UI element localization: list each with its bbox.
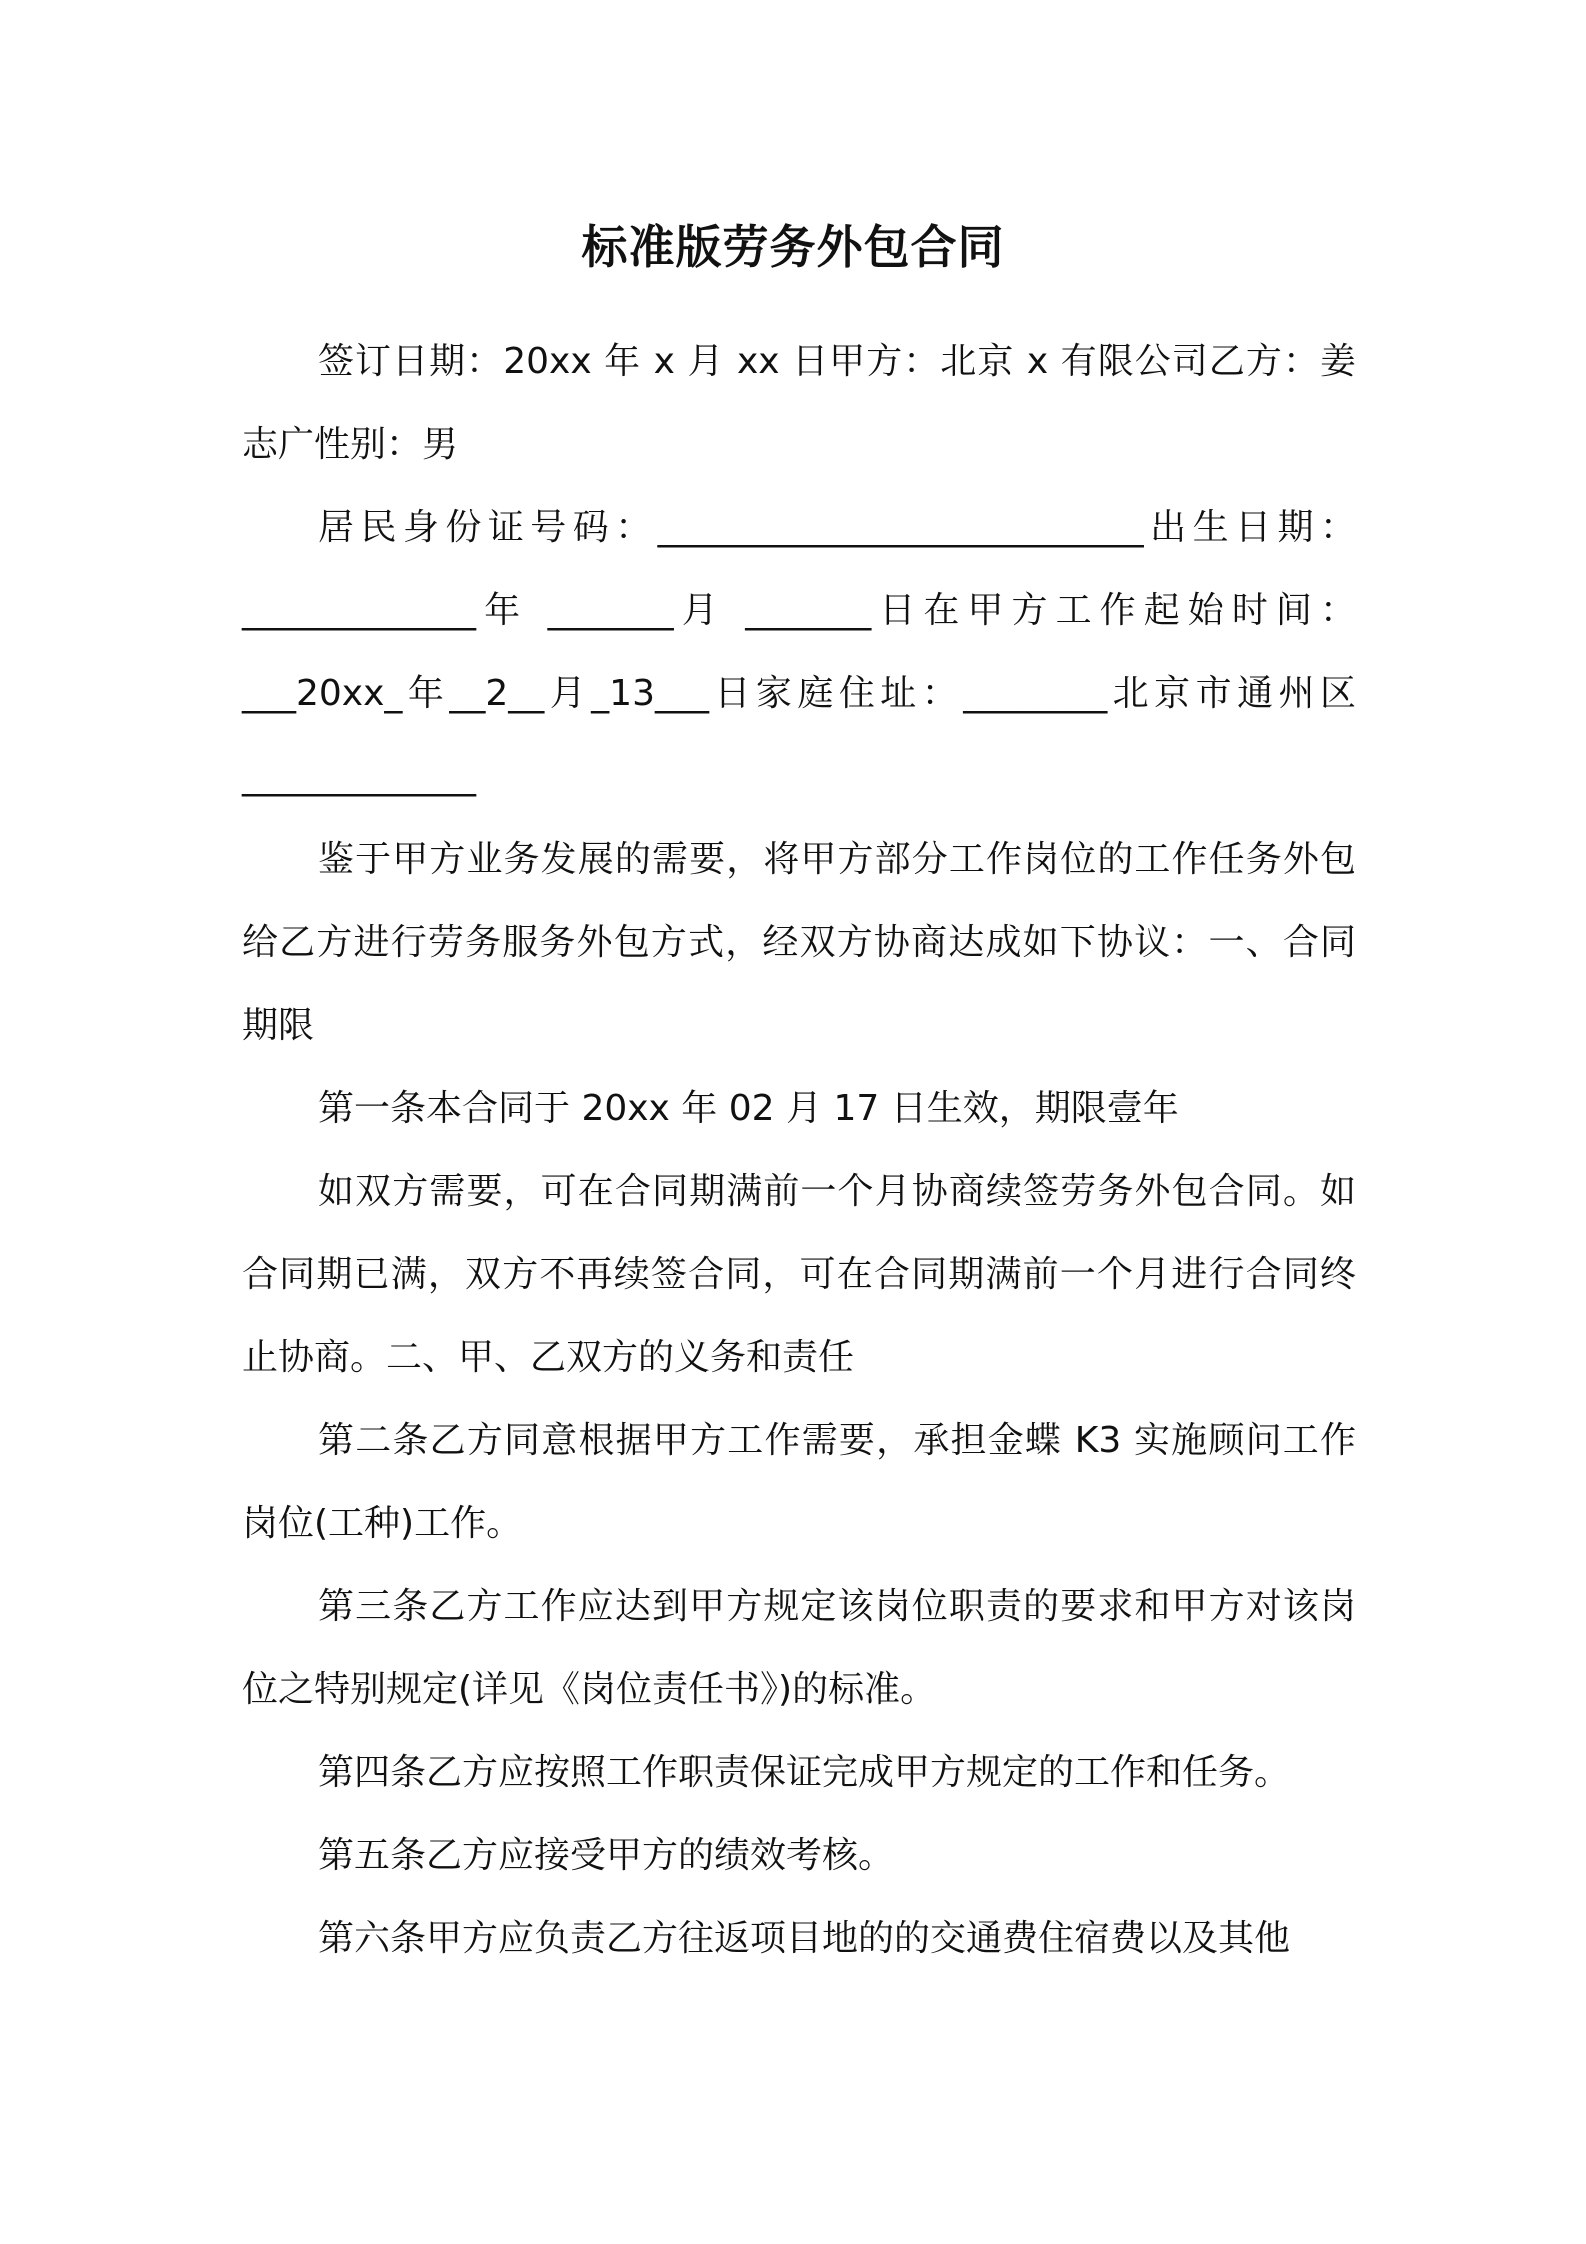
paragraph-signing-info: 签订日期：20xx 年 x 月 xx 日甲方：北京 x 有限公司乙方：姜志广性别：男 bbox=[242, 341, 1356, 465]
paragraph-birth-date: _____________年 _______月 _______日在甲方工作起始时间： bbox=[242, 590, 1356, 631]
paragraph-preamble: 鉴于甲方业务发展的需要，将甲方部分工作岗位的工作任务外包给乙方进行劳务服务外包方式，经双方协商达成如下协议：一、合同期限 bbox=[242, 839, 1356, 1046]
paragraph-start-date-address: ___20xx_年__2__月_13___日家庭住址：________北京市通州区 bbox=[242, 673, 1356, 714]
paragraph-article-5: 第五条乙方应接受甲方的绩效考核。 bbox=[318, 1835, 895, 1876]
paragraph-address-blank: _____________ bbox=[242, 756, 476, 797]
document-body bbox=[242, 320, 1356, 1980]
document-title: 标准版劳务外包合同 bbox=[581, 220, 1005, 274]
paragraph-renewal: 如双方需要，可在合同期满前一个月协商续签劳务外包合同。如合同期已满，双方不再续签合同，可在合同期满前一个月进行合同终止协商。二、甲、乙双方的义务和责任 bbox=[242, 1171, 1356, 1378]
paragraph-article-1: 第一条本合同于 20xx 年 02 月 17 日生效，期限壹年 bbox=[318, 1088, 1179, 1129]
paragraph-article-6: 第六条甲方应负责乙方往返项目地的的交通费住宿费以及其他 bbox=[318, 1918, 1291, 1959]
paragraph-article-2: 第二条乙方同意根据甲方工作需要，承担金蝶 K3 实施顾问工作岗位(工种)工作。 bbox=[242, 1420, 1356, 1544]
paragraph-article-4: 第四条乙方应按照工作职责保证完成甲方规定的工作和任务。 bbox=[318, 1752, 1291, 1793]
paragraph-id-number: 居民身份证号码：___________________________出生日期： bbox=[318, 507, 1356, 548]
paragraph-article-3: 第三条乙方工作应达到甲方规定该岗位职责的要求和甲方对该岗位之特别规定(详见《岗位责任书》)的标准。 bbox=[242, 1586, 1356, 1710]
